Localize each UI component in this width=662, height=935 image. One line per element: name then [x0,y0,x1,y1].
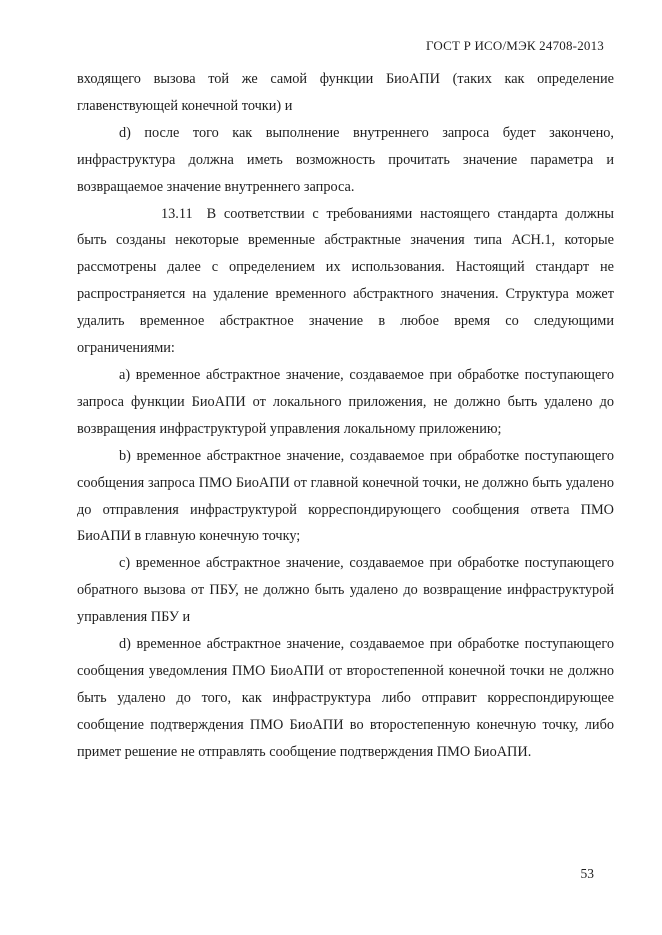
clause-text: В соответствии с требованиями настоящего стандарта должны быть созданы некоторые временные абстрактные значения типа АСН.1, которые рассмотрены далее с определением их использования. Настоящий стандарт не распространяется на удаление временного абстрактного значения. Структура может удалить временное абстрактное значение в любое время со следующими ограничениями: [77,205,614,357]
list-item-d-second: d) временное абстрактное значение, создаваемое при обработке поступающего сообщения уведомления ПМО БиоАПИ от второстепенной конечной точки не должно быть удалено до того, как инфраструктура либо отправит корреспондирующее сообщение подтверждения ПМО БиоАПИ во второстепенную конечную точку, либо примет решение не отправлять сообщение подтверждения ПМО БиоАПИ. [77,636,614,760]
list-item-c: c) временное абстрактное значение, создаваемое при обработке поступающего обратного вызова от ПБУ, не должно быть удалено до возвращение инфраструктурой управления ПБУ и [77,555,614,626]
page-number: 53 [580,866,594,881]
list-item-b: b) временное абстрактное значение, создаваемое при обработке поступающего сообщения запроса ПМО БиоАПИ от главной конечной точки, не должно быть удалено до отправления инфраструктурой корреспондирующего сообщения ответа ПМО БиоАПИ в главную конечную точку; [77,447,614,545]
paragraph-continuation: входящего вызова той же самой функции БиоАПИ (таких как определение главенствующей конечной точки) и [77,71,614,114]
clause-number: 13.11 [161,205,193,222]
list-item-a: a) временное абстрактное значение, создаваемое при обработке поступающего запроса функции БиоАПИ от локального приложения, не должно быть удалено до возвращения инфраструктурой управления локальному приложению; [77,366,614,437]
list-item-d-first: d) после того как выполнение внутреннего запроса будет закончено, инфраструктура должна иметь возможность прочитать значение параметра и возвращаемое значение внутреннего запроса. [77,124,614,195]
page-body [77,66,614,766]
clause-13-11 [77,201,614,362]
document-header-standard: ГОСТ Р ИСО/МЭК 24708-2013 [425,38,604,53]
